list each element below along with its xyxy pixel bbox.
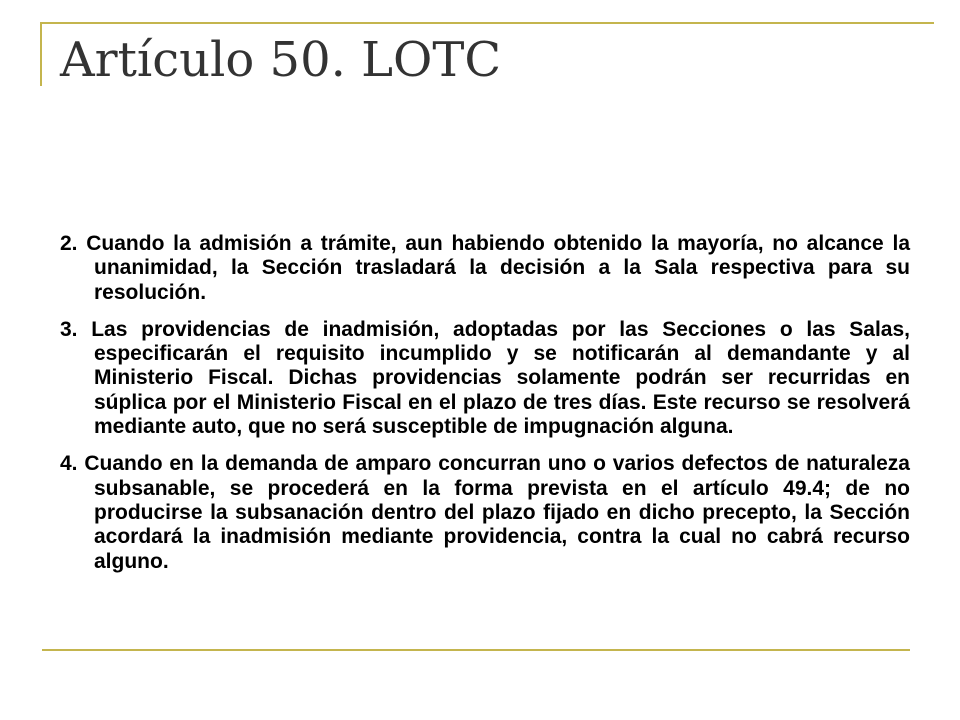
paragraph-4: 4. Cuando en la demanda de amparo concurran uno o varios defectos de naturaleza subsanable, se procederá en la forma prevista en el artículo 49.4; de no producirse la subsanación dentro del plazo fijado en dicho precepto, la Sección acordará la inadmisión mediante providencia, contra la cual no cabrá recurso alguno. <box>60 452 910 573</box>
left-rule <box>40 22 42 86</box>
slide-title: Artículo 50. LOTC <box>60 32 502 88</box>
top-rule <box>40 22 934 24</box>
paragraph-3: 3. Las providencias de inadmisión, adoptadas por las Secciones o las Salas, especificarán el requisito incumplido y se notificarán al demandante y al Ministerio Fiscal. Dichas providencias solamente podrán ser recurridas en súplica por el Ministerio Fiscal en el plazo de tres días. Este recurso se resolverá mediante auto, que no será susceptible de impugnación alguna. <box>60 317 910 439</box>
slide-body <box>60 232 910 587</box>
bottom-rule <box>42 649 910 651</box>
paragraph-2: 2. Cuando la admisión a trámite, aun habiendo obtenido la mayoría, no alcance la unanimidad, la Sección trasladará la decisión a la Sala respectiva para su resolución. <box>60 232 910 304</box>
